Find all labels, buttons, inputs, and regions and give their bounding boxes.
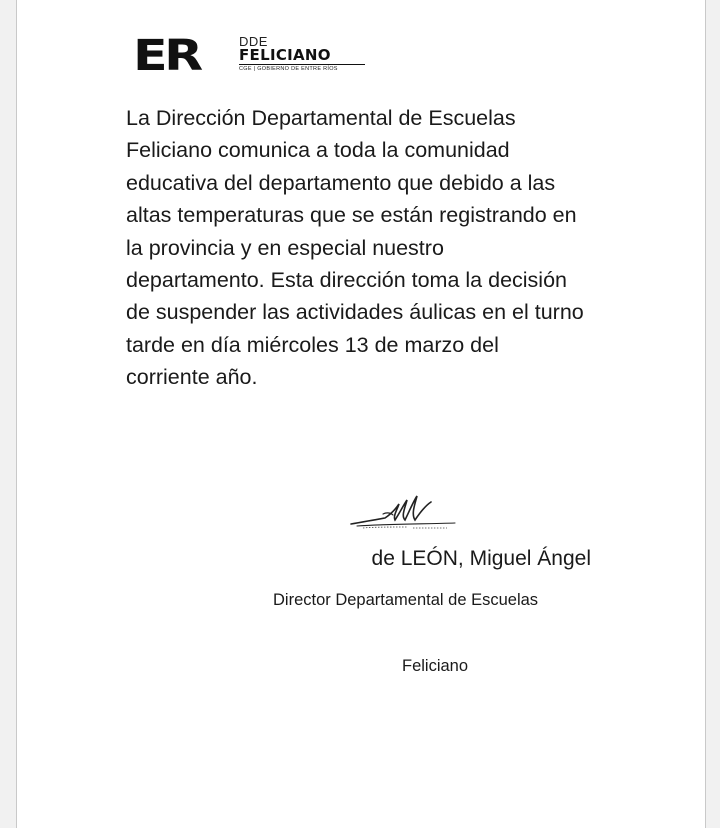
document-page	[16, 0, 706, 828]
signer-name: de LEÓN, Miguel Ángel	[371, 547, 591, 570]
announcement-text: La Dirección Departamental de Escuelas Feliciano comunica a toda la comunidad educativa del departamento que debido a las altas temperaturas que se están registrando en la provincia y en especial nuestro departamento. Esta dirección toma la decisión de suspender las actividades áulicas en el turno tarde en día miércoles 13 de marzo del corriente año.	[126, 106, 584, 390]
logo-name: FELICIANO	[239, 46, 331, 64]
signer-title: Director Departamental de Escuelas	[273, 591, 539, 609]
signer-location: Feliciano	[402, 657, 469, 675]
logo-subtitle: CGE | GOBIERNO DE ENTRE RÍOS	[239, 66, 338, 72]
dde-feliciano-logo	[133, 31, 373, 81]
handwritten-signature	[343, 484, 463, 534]
logo-mark: ER	[133, 31, 200, 81]
logo-divider	[239, 64, 365, 65]
logo-dde: DDE	[239, 34, 268, 49]
